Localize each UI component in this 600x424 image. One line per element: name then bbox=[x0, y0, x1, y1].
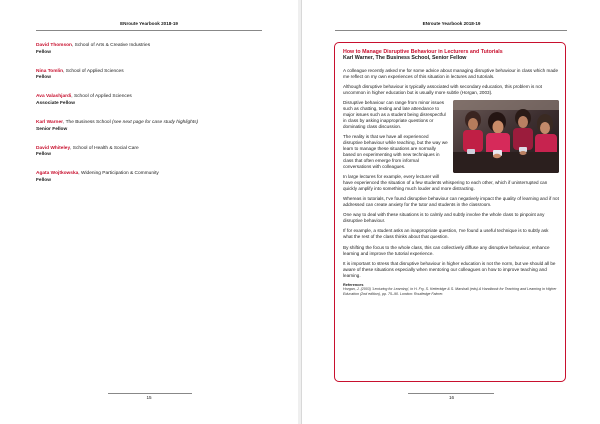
fellow-name: Nina Tomlin bbox=[36, 68, 64, 74]
left-page bbox=[0, 0, 299, 424]
fellow-school: , School of Applied Sciences bbox=[63, 68, 124, 74]
fellow-entry bbox=[36, 43, 276, 56]
case-study-paragraph: Whereas in tutorials, I've found disruptive behaviour can negatively impact the quality of learning and if not addressed can create anxiety for the tutor and students in the classroom. bbox=[343, 196, 559, 207]
fellow-school: , School of Applied Sciences bbox=[71, 94, 132, 100]
case-study-paragraph: Disruptive behaviour can range from minor issues such as chatting, texting and late attendance to major issues such as a student being disrespectful in class by asking inappropriate questions or dominating class discussion. bbox=[343, 100, 446, 129]
left-page-header: ENroute Yearbook 2018-19 bbox=[120, 21, 178, 26]
case-study-paragraph: If for example, a student asks an inappropriate question, I've found a useful technique is to subtly ask what the rest of the class thinks about that question. bbox=[343, 228, 549, 240]
fellow-entry bbox=[36, 146, 276, 159]
fellow-name: Agata Wojtkowska bbox=[36, 171, 79, 177]
fellow-school: , Widening Participation & Community bbox=[78, 171, 159, 177]
references-text: Horgan, J. (2003) 'Lecturing for Learning', in H. Fry, S. Ketteridge & S. Marshall (eds) A Handbook for Teaching and Learning in Higher Education (2nd edition), pp. 75–90. London: Routledge Falmer. bbox=[343, 287, 557, 296]
case-study-paragraph: By shifting the focus to the whole class, this can collectively diffuse any disruptive behaviour, enhance learning and improve the tutorial experience. bbox=[343, 244, 550, 256]
case-study-title: How to Manage Disruptive Behaviour in Lecturers and Tutorials bbox=[343, 49, 503, 55]
case-study-paragraph: In large lectures for example, every lecturer will have experienced the situation of a few students whispering to each other, which if uninterrupted can quickly amplify into something much louder and more distracting. bbox=[343, 173, 548, 191]
fellows-list bbox=[36, 43, 276, 197]
fellow-title: Fellow bbox=[36, 178, 51, 184]
fellow-entry bbox=[36, 171, 276, 184]
case-study-byline: Karl Warner, The Business School, Senior Fellow bbox=[343, 55, 467, 62]
fellow-name: Ava Valashjardi bbox=[36, 94, 72, 100]
right-header-rule bbox=[335, 30, 567, 31]
case-study-content bbox=[343, 49, 559, 297]
right-page-header: ENroute Yearbook 2018-19 bbox=[422, 21, 481, 26]
right-footer-rule bbox=[408, 393, 494, 394]
case-study-paragraph: The reality is that we have all experienced disruptive behaviour while teaching, but the way we learn to manage these situations are normally based on experimenting with new techniques in class that often emerge from informal conversations with colleagues. bbox=[343, 134, 448, 169]
case-study-paragraph: It is important to stress that disruptive behaviour in higher education is not the norm, but we should all be aware of these situations especially when mentoring our colleagues on how to improve teaching and learning. bbox=[343, 260, 556, 278]
case-study-paragraph: A colleague recently asked me for some advice about managing disruptive behaviour in class which made me reflect on my own experiences of this situation in lectures and tutorials. bbox=[343, 67, 559, 79]
fellow-name: David Whiteley bbox=[36, 145, 71, 151]
page-number: 16 bbox=[448, 395, 455, 400]
fellow-title: Fellow bbox=[36, 152, 51, 158]
fellow-title: Fellow bbox=[36, 49, 51, 55]
page-number: 15 bbox=[146, 395, 152, 400]
fellow-title: Fellow bbox=[36, 75, 51, 81]
fellow-school: , The Business School bbox=[63, 120, 112, 126]
fellow-entry bbox=[36, 120, 276, 133]
fellow-title: Associate Fellow bbox=[36, 100, 75, 106]
fellow-note: (see next page for case study highlights) bbox=[112, 120, 199, 126]
fellow-name: David Thomson bbox=[36, 43, 72, 48]
left-footer-rule bbox=[108, 393, 192, 394]
references-heading: References bbox=[343, 283, 364, 287]
case-study-paragraph: Although disruptive behaviour is typically associated with secondary education, this problem is not uncommon in higher education but is usually more subtle (Horgan, 2003). bbox=[343, 84, 542, 95]
fellow-school: , School of Arts & Creative Industries bbox=[71, 43, 151, 48]
case-study-box bbox=[334, 42, 566, 382]
fellow-name: Karl Warner bbox=[36, 120, 64, 126]
case-study-paragraph: One way to deal with these situations is to calmly and subtly involve the whole class to pinpoint any disruptive behaviour. bbox=[343, 212, 545, 224]
fellow-school: , School of Health & Social Care bbox=[70, 145, 139, 151]
fellow-title: Senior Fellow bbox=[36, 126, 68, 132]
left-header-rule bbox=[36, 30, 262, 31]
fellow-entry bbox=[36, 69, 276, 82]
fellow-entry bbox=[36, 94, 276, 107]
classroom-students-photo bbox=[453, 100, 559, 173]
